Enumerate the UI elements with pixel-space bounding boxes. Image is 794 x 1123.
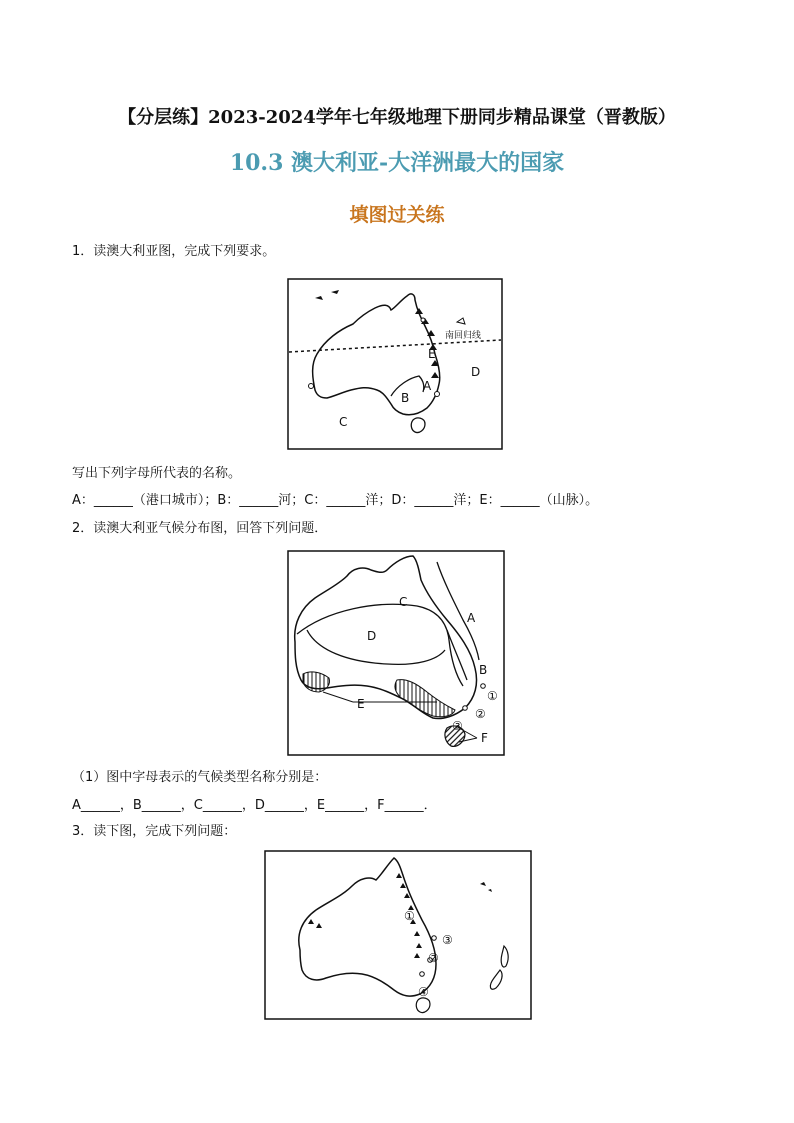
series-title: 【分层练】2023-2024学年七年级地理下册同步精品课堂（晋教版） — [118, 107, 676, 128]
q2-sub: （1）图中字母表示的气候类型名称分别是： — [72, 770, 328, 785]
q3-map — [264, 850, 532, 1020]
q2-map — [287, 550, 505, 756]
q1-label-e: E — [428, 347, 436, 361]
q1-map — [287, 278, 503, 450]
q1-answer-line: A：______（港口城市）；B：______河；C：______洋；D：______洋；E：______（山脉）。 — [72, 493, 599, 508]
q1-label-b: B — [401, 391, 410, 405]
q1-label-d: D — [471, 365, 481, 379]
q2-label-1: ① — [487, 689, 498, 703]
q2-answer-line: A______，B______，C______，D______，E______，F______． — [72, 798, 437, 813]
q2-label-c: C — [399, 595, 408, 609]
q1-label-c: C — [339, 415, 348, 429]
q3-label-3: ③ — [442, 933, 453, 947]
q2-label-a: A — [467, 611, 476, 625]
q3-label-1: ① — [404, 909, 415, 923]
q2-label-b: B — [479, 663, 488, 677]
lesson-title: 10.3 澳大利亚-大洋洲最大的国家 — [229, 150, 565, 176]
section-title: 填图过关练 — [349, 204, 445, 226]
q3-prompt: 3．读下图，完成下列问题： — [72, 824, 237, 839]
q3-label-2: ② — [428, 951, 439, 965]
q1-label-a: A — [423, 379, 432, 393]
q1-prompt: 1．读澳大利亚图，完成下列要求。 — [72, 244, 276, 259]
q2-prompt: 2．读澳大利亚气候分布图，回答下列问题． — [72, 521, 328, 536]
q2-label-f: F — [481, 731, 488, 745]
q1-instruction: 写出下列字母所代表的名称。 — [72, 466, 242, 481]
q2-label-3: ③ — [452, 719, 463, 733]
q2-label-2: ② — [475, 707, 486, 721]
q2-label-d: D — [367, 629, 377, 643]
q3-label-4: ④ — [418, 985, 429, 999]
q2-label-e: E — [357, 697, 365, 711]
q1-label-tropic: 南回归线 — [445, 331, 482, 341]
